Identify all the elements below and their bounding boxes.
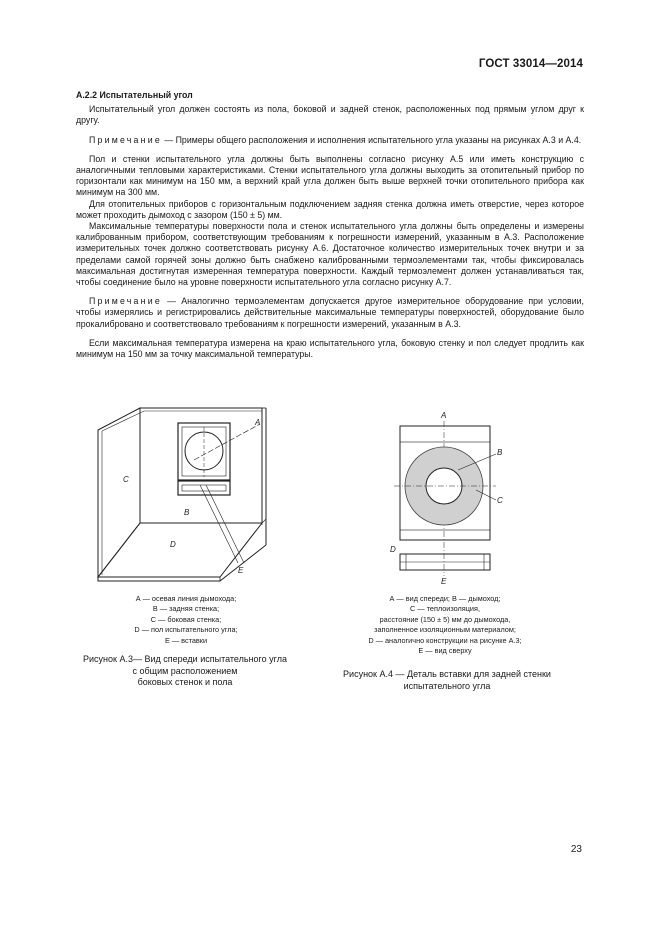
label-e: Е <box>238 566 244 575</box>
label-a: А <box>255 418 261 427</box>
note-1 <box>76 135 584 146</box>
caption-line: испытательного угла <box>403 680 491 691</box>
caption-line: с общим расположением <box>132 665 238 676</box>
paragraph-2: Пол и стенки испытательного угла должны быть выполнены согласно рисунку А.5 или иметь конструкцию с аналогичными тепловыми характеристиками. Стенки испытательного угла должны выходить за отопительный прибор по горизонтали как минимум на 150 мм, а верхний край угла должен быть выше верхней точки отопительного прибора как минимум на 300 мм. <box>76 153 584 198</box>
label-e: Е <box>441 577 447 586</box>
legend-item: А — осевая линия дымохода; <box>135 594 237 603</box>
note-2 <box>76 296 584 330</box>
label-d: D <box>390 545 396 554</box>
note-2-label: Примечание <box>89 296 162 307</box>
figure-a3-drawing <box>88 405 288 585</box>
note-2-text: — Аналогично термоэлементам допускается другое измерительное оборудование при условии, чтобы измерялись и регистрировались действительные максимальные температуры поверхностей, оборудование было прокалибровано и соответствовало требованиям к погрешности измерений, указанным в А.3. <box>76 296 584 329</box>
paragraph-1: Испытательный угол должен состоять из пола, боковой и задней стенок, расположенных под прямым углом друг к другу. <box>76 104 584 126</box>
document-id: ГОСТ 33014—2014 <box>478 58 583 70</box>
legend-item: заполненное изоляционным материалом; <box>374 625 516 635</box>
label-b: В <box>497 448 503 457</box>
label-d: D <box>170 540 176 549</box>
legend-item: D — пол испытательного угла; <box>134 625 238 635</box>
note-1-text: — Примеры общего расположения и исполнения испытательного угла указаны на рисунках А.3 и А.4. <box>161 134 582 145</box>
legend-item: Е — вид сверху <box>418 646 472 656</box>
page-number: 23 <box>570 844 582 855</box>
figure-a3-legend <box>96 594 276 646</box>
figure-a4-legend <box>340 594 550 656</box>
legend-item: В — задняя стенка; <box>152 604 220 614</box>
paragraph-3: Для отопительных приборов с горизонтальным подключением задняя стенка должна иметь отверстие, через которое может проходить дымоход с зазором (150 ± 5) мм. <box>76 198 584 220</box>
side-wall <box>98 408 140 577</box>
back-wall <box>140 408 262 523</box>
label-c: С <box>497 496 503 505</box>
figure-a4-caption <box>318 669 576 692</box>
figure-a4-drawing <box>386 410 516 586</box>
label-c: С <box>123 475 129 484</box>
figure-a3-caption <box>60 654 310 689</box>
legend-item: расстояние (150 ± 5) мм до дымохода, <box>379 614 511 624</box>
legend-item: А — вид спереди; В — дымоход; <box>389 594 501 603</box>
section-heading: А.2.2 Испытательный угол <box>76 90 193 100</box>
paragraph-4: Максимальные температуры поверхности пола и стенок испытательного угла должны быть определены и измерены калиброванным прибором, соответствующим требованиям к погрешности измерений, указанным в А.3. Расположение измерительных точек должно соответствовать рисунку А.6. Достаточное количество измерительных точек внутри и за пределами самой горячей зоны должно быть снабжено калиброванными термоэлементами так, чтобы фиксировалась максимальная достигнутая измеренная температура поверхности. Каждый термоэлемент должен устанавливаться так, чтобы соединение было на уровне поверхности испытательного угла согласно рисунку А.7. <box>76 221 584 288</box>
paragraph-5: Если максимальная температура измерена на краю испытательного угла, боковую стенку и пол следует продлить как минимум на 150 мм за точку максимальной температуры. <box>76 337 584 360</box>
caption-line: Рисунок А.4 — Деталь вставки для задней стенки <box>343 669 551 679</box>
label-b: В <box>184 508 190 517</box>
section-body <box>76 90 584 360</box>
caption-line: боковых стенок и пола <box>137 677 233 688</box>
caption-line: Рисунок А.3— Вид спереди испытательного угла <box>83 654 287 664</box>
label-a: А <box>441 411 447 420</box>
legend-item: D — аналогично конструкции на рисунке А.3; <box>368 635 522 645</box>
legend-item: Е — вставки <box>164 635 208 645</box>
legend-item: С — теплоизоляция, <box>410 604 480 614</box>
legend-item: С — боковая стенка; <box>150 614 222 624</box>
note-1-label: Примечание <box>89 134 162 145</box>
